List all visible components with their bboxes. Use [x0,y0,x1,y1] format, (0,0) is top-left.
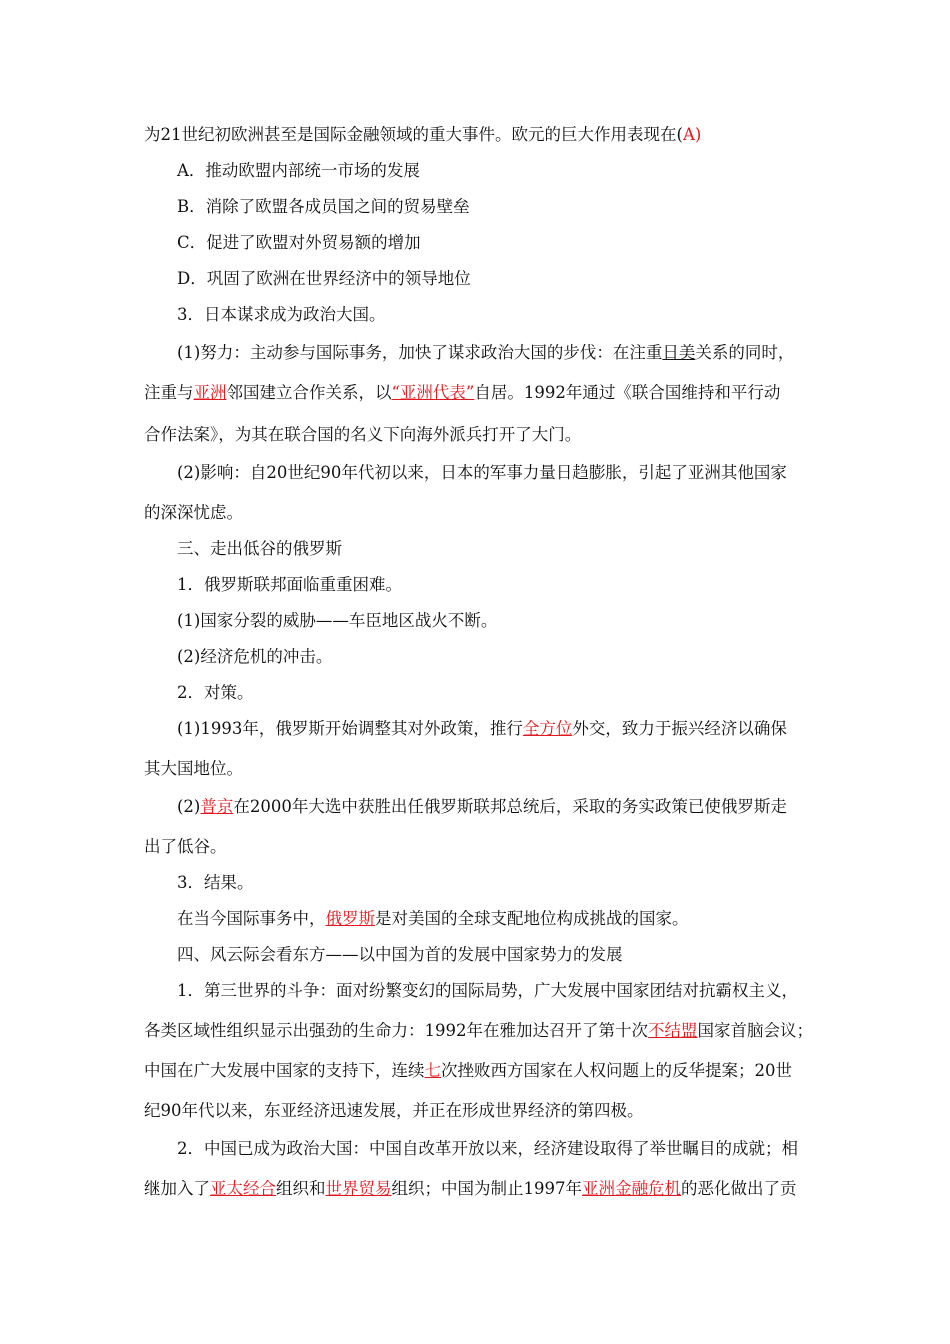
text-line: (2)影响：自20世纪90年代初以来，日本的军事力量日趋膨胀，引起了亚洲其他国家 [177,463,787,482]
answer-text: 俄罗斯 [325,909,375,928]
answer-text: 不结盟 [648,1021,698,1040]
answer-text: 亚洲金融危机 [582,1179,681,1198]
section-heading: 3．日本谋求成为政治大国。 [177,305,386,324]
text-line: 为21世纪初欧洲甚至是国际金融领域的重大事件。欧元的巨大作用表现在(A) [144,125,702,144]
text-line: 中国在广大发展中国家的支持下，连续七次挫败西方国家在人权问题上的反华提案；20世 [144,1061,792,1080]
text-line: 的深深忧虑。 [144,503,243,522]
text-line: (1)努力：主动参与国际事务，加快了谋求政治大国的步伐：在注重日美关系的同时， [177,343,795,362]
text-line: (2)经济危机的冲击。 [177,647,333,666]
text-line: 2．中国已成为政治大国：中国自改革开放以来，经济建设取得了举世瞩目的成就；相 [177,1139,798,1158]
text-line: 合作法案》，为其在联合国的名义下向海外派兵打开了大门。 [144,425,582,444]
option-c: C．促进了欧盟对外贸易额的增加 [177,233,421,252]
answer-text: “亚洲代表” [391,383,475,402]
answer-text: 世界贸易 [325,1179,392,1198]
underlined-text: 日美 [662,343,696,362]
text-line: 1．第三世界的斗争：面对纷繁变幻的国际局势，广大发展中国家团结对抗霸权主义， [177,981,798,1000]
option-b: B．消除了欧盟各成员国之间的贸易壁垒 [177,197,470,216]
text-line: 1．俄罗斯联邦面临重重困难。 [177,575,402,594]
text-line: 各类区域性组织显示出强劲的生命力：1992年在雅加达召开了第十次不结盟国家首脑会议； [144,1021,813,1040]
text-line: (2)普京在2000年大选中获胜出任俄罗斯联邦总统后，采取的务实政策已使俄罗斯走 [177,797,787,816]
text-line: (1)1993年，俄罗斯开始调整其对外政策，推行全方位外交，致力于振兴经济以确保 [177,719,787,738]
text-line: 出了低谷。 [144,837,227,856]
answer-text: 全方位 [522,719,573,738]
section-heading: 四、风云际会看东方——以中国为首的发展中国家势力的发展 [177,945,623,964]
section-heading: 3．结果。 [177,873,254,892]
answer-text: 亚洲 [193,383,227,402]
text-line: 注重与亚洲邻国建立合作关系，以“亚洲代表”自居。1992年通过《联合国维持和平行动 [144,383,781,402]
text-line: 继加入了亚太经合组织和世界贸易组织；中国为制止1997年亚洲金融危机的恶化做出了贡 [144,1179,797,1198]
answer-text: 亚太经合 [210,1179,276,1198]
text-line: (1)国家分裂的威胁——车臣地区战火不断。 [177,611,498,630]
section-heading: 2．对策。 [177,683,254,702]
answer-text: 七 [424,1061,441,1080]
text-line: 其大国地位。 [144,759,243,778]
text-line: 纪90年代以来，东亚经济迅速发展，并正在形成世界经济的第四极。 [144,1101,644,1120]
answer-text: 普京 [200,797,234,816]
text-line: 在当今国际事务中，俄罗斯是对美国的全球支配地位构成挑战的国家。 [177,909,689,928]
section-heading: 三、走出低谷的俄罗斯 [177,539,342,558]
answer-text: A [682,125,695,144]
option-a: A．推动欧盟内部统一市场的发展 [177,161,420,180]
option-d: D．巩固了欧洲在世界经济中的领导地位 [177,269,471,288]
